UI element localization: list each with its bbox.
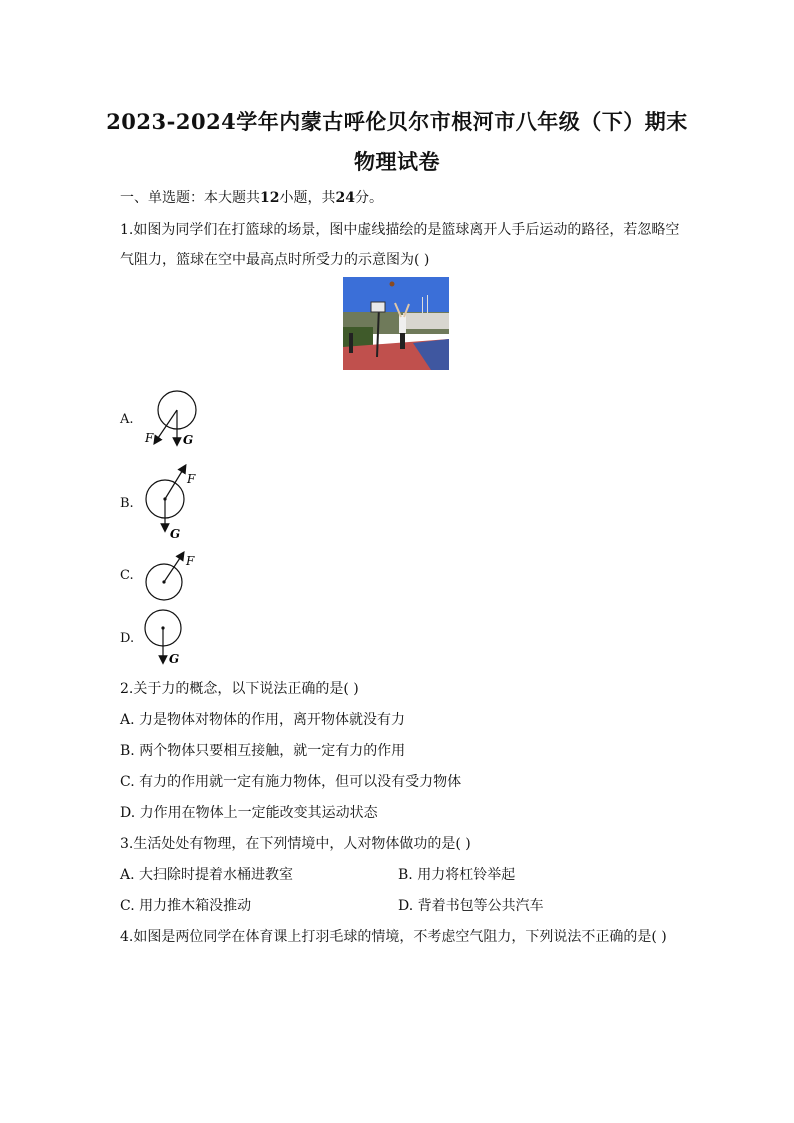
q1-option-c-diagram[interactable] xyxy=(140,550,210,608)
q2-option-a[interactable]: A. 力是物体对物体的作用，离开物体就没有力 xyxy=(120,712,406,728)
force-f-label: F xyxy=(145,431,154,445)
q3-option-c[interactable]: C. 用力推木箱没推动 xyxy=(120,898,252,914)
q4-stem: 4.如图是两位同学在体育课上打羽毛球的情境，不考虑空气阻力，下列说法不正确的是( ) xyxy=(120,929,667,945)
q1-stem-line1: 1.如图为同学们在打篮球的场景，图中虚线描绘的是篮球离开人手后运动的路径，若忽略空 xyxy=(120,222,680,238)
force-f-label: F xyxy=(186,554,195,568)
force-g-label: G xyxy=(170,527,181,541)
basketball-photo xyxy=(343,277,449,370)
q1-option-c-label[interactable]: C. xyxy=(120,568,134,583)
section-heading: 一、单选题：本大题共12小题，共24分。 xyxy=(120,190,383,206)
q3-stem: 3.生活处处有物理，在下列情境中，人对物体做功的是( ) xyxy=(120,836,471,852)
force-g-label: G xyxy=(183,433,194,447)
q1-option-d-diagram[interactable] xyxy=(140,608,210,674)
q3-option-b[interactable]: B. 用力将杠铃举起 xyxy=(398,867,516,883)
force-f-label: F xyxy=(187,472,196,486)
q1-stem-line2: 气阻力，篮球在空中最高点时所受力的示意图为( ) xyxy=(120,252,430,268)
q3-option-a[interactable]: A. 大扫除时提着水桶进教室 xyxy=(120,867,294,883)
q1-option-b-label[interactable]: B. xyxy=(120,496,134,511)
q2-option-c[interactable]: C. 有力的作用就一定有施力物体，但可以没有受力物体 xyxy=(120,774,462,790)
q2-option-d[interactable]: D. 力作用在物体上一定能改变其运动状态 xyxy=(120,805,378,821)
q1-option-d-label[interactable]: D. xyxy=(120,631,135,646)
q2-stem: 2.关于力的概念，以下说法正确的是( ) xyxy=(120,681,359,697)
q3-option-d[interactable]: D. 背着书包等公共汽车 xyxy=(398,898,544,914)
q1-option-a-diagram[interactable] xyxy=(140,386,210,452)
title-line-1: 2023-2024学年内蒙古呼伦贝尔市根河市八年级（下）期末 xyxy=(106,109,688,134)
q1-option-a-label[interactable]: A. xyxy=(120,412,134,427)
title-line-2: 物理试卷 xyxy=(354,149,440,174)
q2-option-b[interactable]: B. 两个物体只要相互接触，就一定有力的作用 xyxy=(120,743,406,759)
force-g-label: G xyxy=(169,652,180,666)
q1-option-b-diagram[interactable] xyxy=(140,462,210,548)
